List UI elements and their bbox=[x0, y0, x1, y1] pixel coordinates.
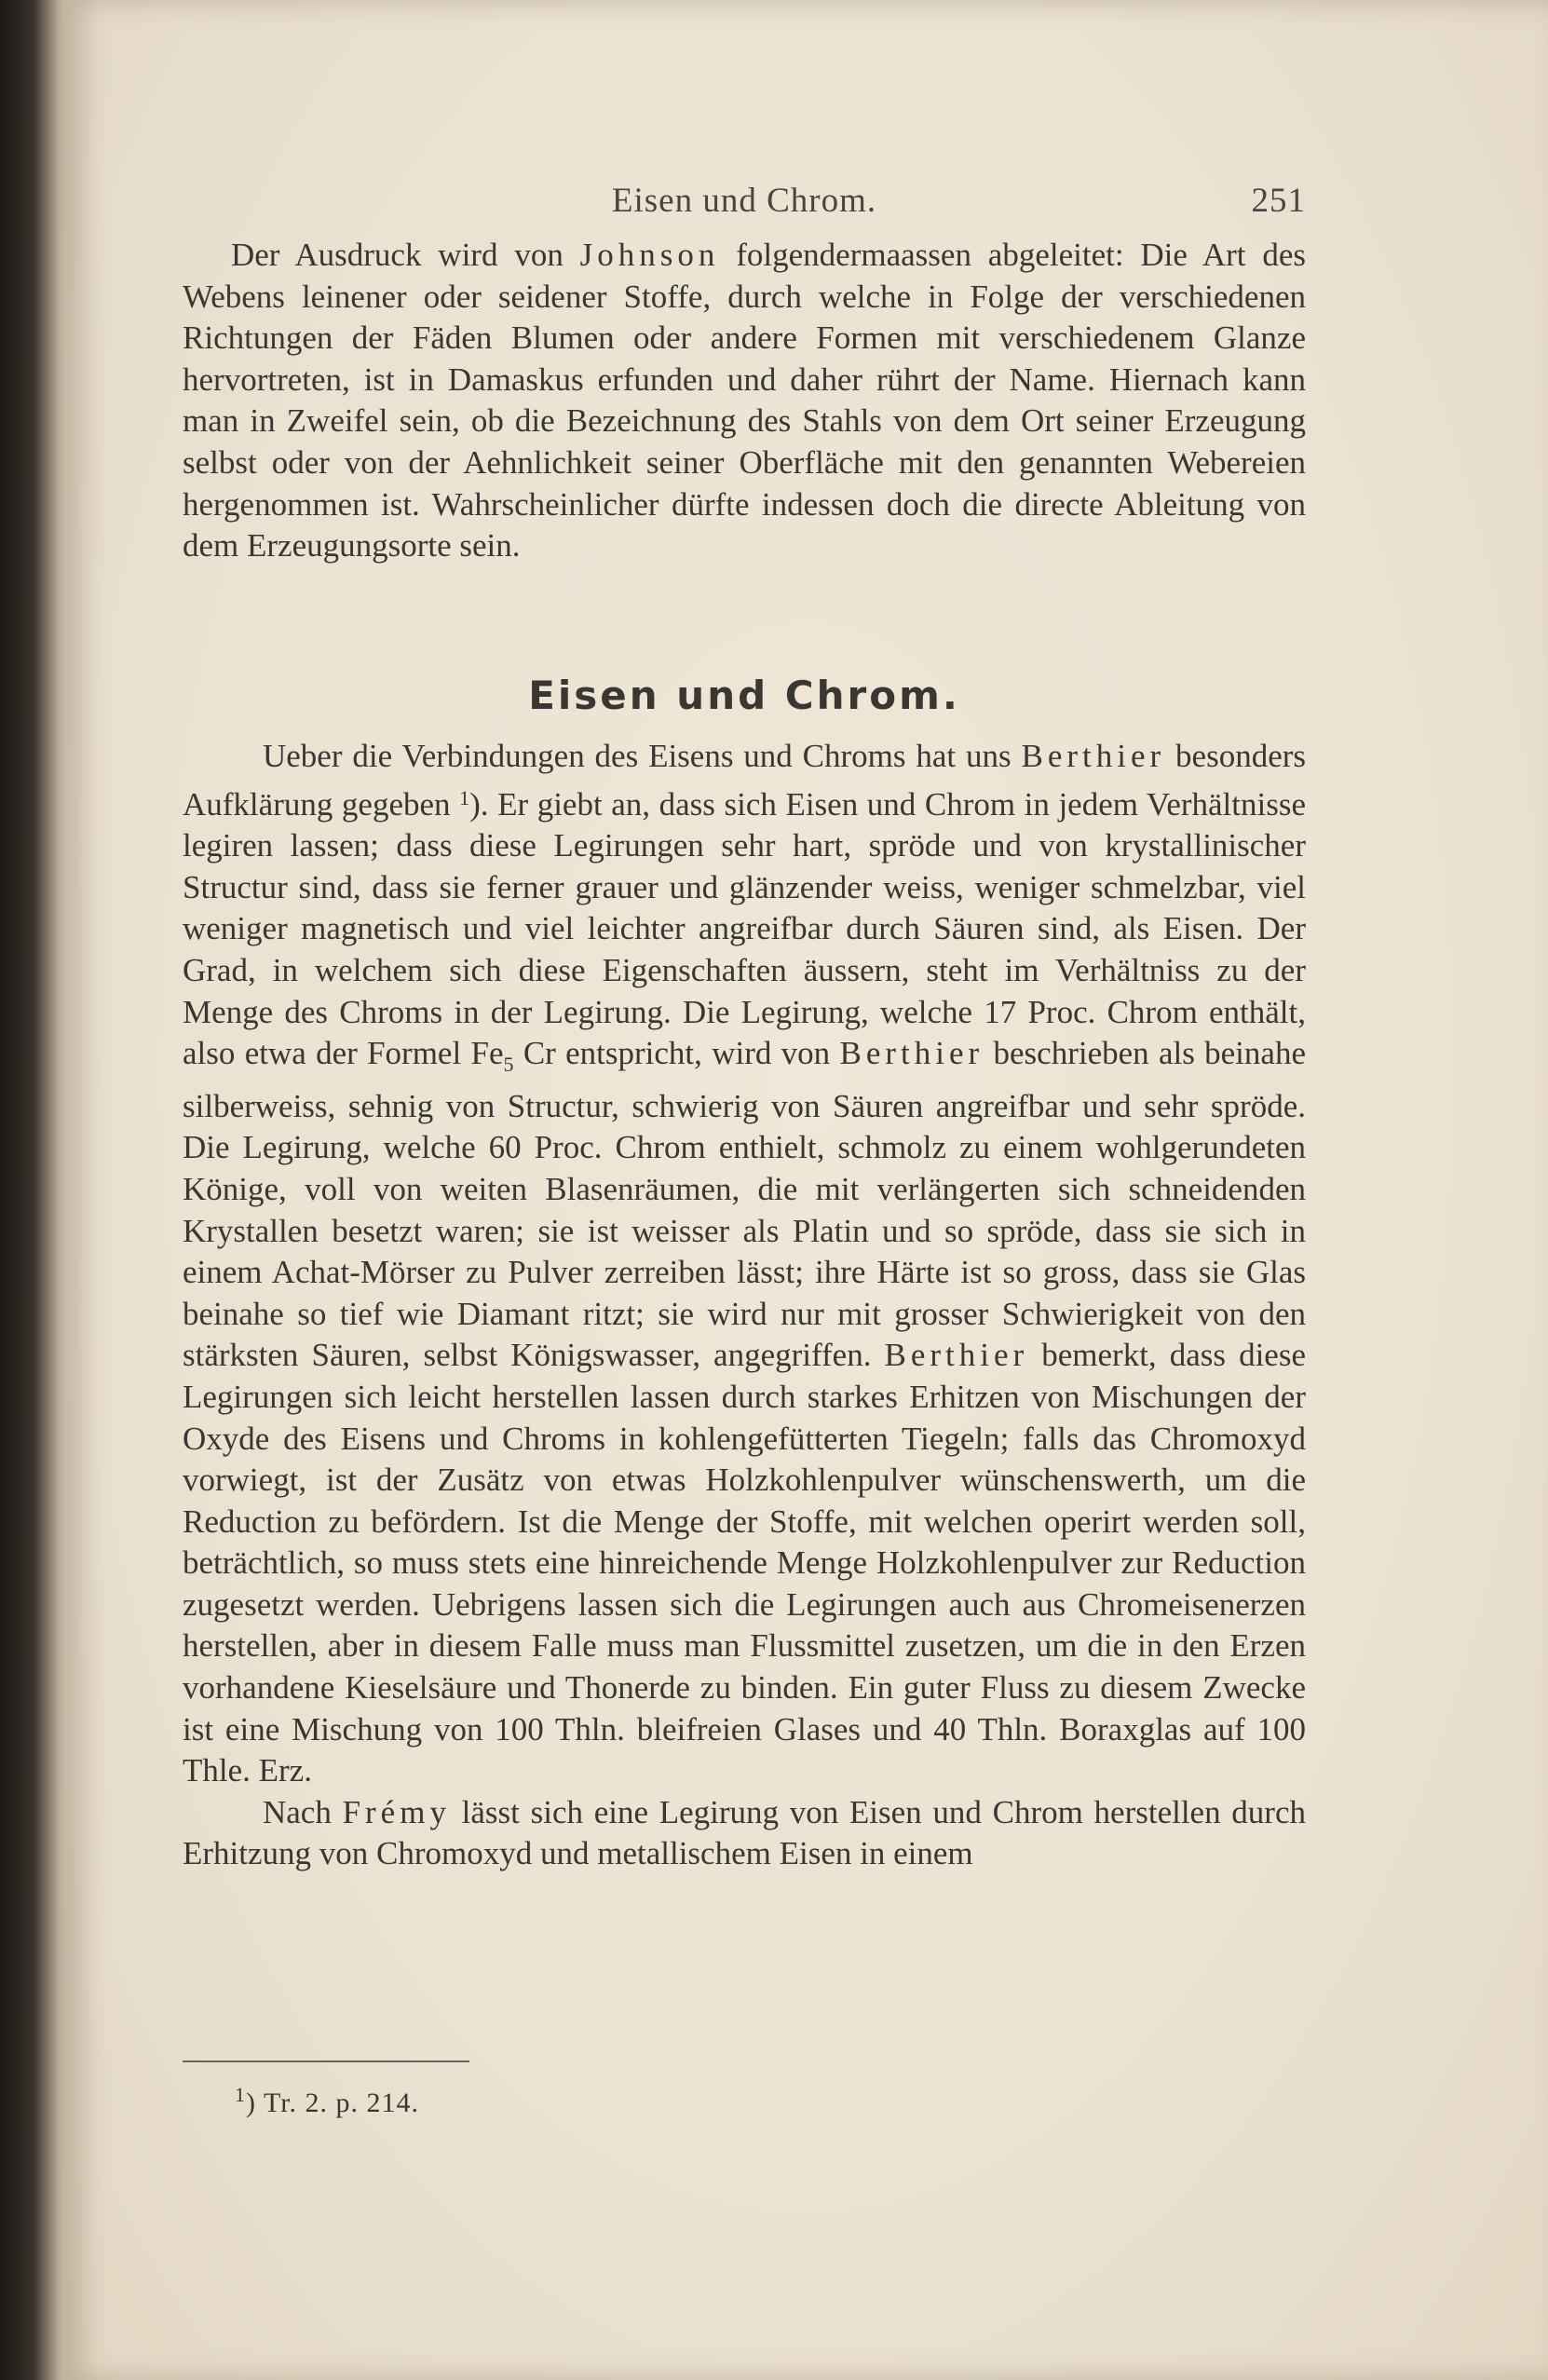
footnote-reference: 1 bbox=[459, 785, 470, 809]
page-number: 251 bbox=[1251, 182, 1306, 220]
text-run: besonders Aufklärung gegeben bbox=[183, 738, 1306, 823]
section-heading: Eisen und Chrom. bbox=[528, 673, 960, 718]
author-name-berthier: Berthier bbox=[884, 1337, 1029, 1374]
book-spine-edge bbox=[0, 0, 75, 2380]
text-run: Ueber die Verbindungen des Eisens und Chroms hat uns bbox=[263, 738, 1022, 774]
footnote-divider bbox=[183, 2060, 469, 2062]
running-header bbox=[183, 181, 1306, 222]
paragraph-fremy bbox=[183, 1792, 1306, 1875]
footnote-text: ) Tr. 2. p. 214. bbox=[246, 2088, 420, 2118]
text-run: folgendermaassen abgeleitet: Die Art des Webens leinener oder seidener Stoffe, durch welche in Folge der verschiedenen Richtungen der Fäden Blumen oder andere Formen mit verschiedenem Glanze hervortreten, ist in Damaskus erfunden und daher rührt der Name. Hiernach kann man in Zweifel sein, ob die Bezeichnung des Stahls von dem Ort seiner Erzeugung selbst oder von der Aehnlichkeit seiner Oberfläche mit den genannten Webereien hergenommen ist. Wahrscheinlicher dürfte indessen doch die directe Ableitung von dem Erzeugungsorte sein. bbox=[183, 237, 1306, 564]
text-run: Nach bbox=[263, 1793, 343, 1830]
text-run: Der Ausdruck wird von bbox=[231, 237, 580, 273]
author-name-berthier: Berthier bbox=[839, 1035, 984, 1072]
footnote-marker: 1 bbox=[235, 2083, 246, 2106]
text-run: Cr entspricht, wird von bbox=[513, 1035, 840, 1072]
author-name-fremy: Frémy bbox=[342, 1793, 451, 1830]
paragraph-damascus-etymology bbox=[183, 235, 1306, 567]
section-body bbox=[183, 736, 1306, 1875]
author-name-johnson: Johnson bbox=[579, 237, 720, 273]
text-run: lässt sich eine Legirung von Eisen und Chrom herstellen durch Erhitzung von Chromoxyd und metallischem Eisen in einem bbox=[183, 1793, 1306, 1872]
running-title: Eisen und Chrom. bbox=[611, 182, 877, 220]
paragraph-berthier-alloys bbox=[183, 736, 1306, 1792]
formula-subscript: 5 bbox=[503, 1053, 514, 1077]
text-run: beschrieben als beinahe silberweiss, sehnig von Structur, schwierig von Säuren angreifbar und sehr spröde. Die Legirung, welche 60 Proc. Chrom enthielt, schmolz zu einem wohlgerundeten Könige, voll von weiten Blasenräumen, die mit verlängerten sich schneidenden Krystallen besetzt waren; sie ist weisser als Platin und so spröde, dass sie sich in einem Achat-Mörser zu Pulver zerreiben lässt; ihre Härte ist so gross, dass sie Glas beinahe so tief wie Diamant ritzt; sie wird nur mit grosser Schwierigkeit von den stärksten Säuren, selbst Königswasser, angegriffen. bbox=[183, 1035, 1306, 1374]
footnote bbox=[235, 2083, 419, 2119]
author-name-berthier: Berthier bbox=[1021, 738, 1166, 774]
text-run: bemerkt, dass diese Legirungen sich leicht herstellen lassen durch starkes Erhitzen von Mischungen der Oxyde des Eisens und Chroms in kohlengefütterten Tiegeln; falls das Chromoxyd vorwiegt, ist der Zusätz von etwas Holzkohlenpulver wünschenswerth, um die Reduction zu befördern. Ist die Menge der Stoffe, mit welchen operirt werden soll, beträchtlich, so muss stets eine hinreichende Menge Holzkohlenpulver zur Reduction zugesetzt werden. Uebrigens lassen sich die Legirungen auch aus Chromeisenerzen herstellen, aber in diesem Falle muss man Flussmittel zusetzen, um die in den Erzen vorhandene Kieselsäure und Thonerde zu binden. Ein guter Fluss zu diesem Zwecke ist eine Mischung von 100 Thln. bleifreien Glases und 40 Thln. Boraxglas auf 100 Thle. Erz. bbox=[183, 1337, 1306, 1789]
text-run: ). Er giebt an, dass sich Eisen und Chrom in jedem Verhältnisse legiren lassen; dass diese Legirungen sehr hart, spröde und von krystallinischer Structur sind, dass sie ferner grauer und glänzender weiss, weniger schmelzbar, viel weniger magnetisch und viel leichter angreifbar durch Säuren sind, als Eisen. Der Grad, in welchem sich diese Eigenschaften äussern, steht im Verhältniss zu der Menge des Chroms in der Legirung. Die Legirung, welche 17 Proc. Chrom enthält, also etwa der Formel Fe bbox=[183, 785, 1306, 1072]
